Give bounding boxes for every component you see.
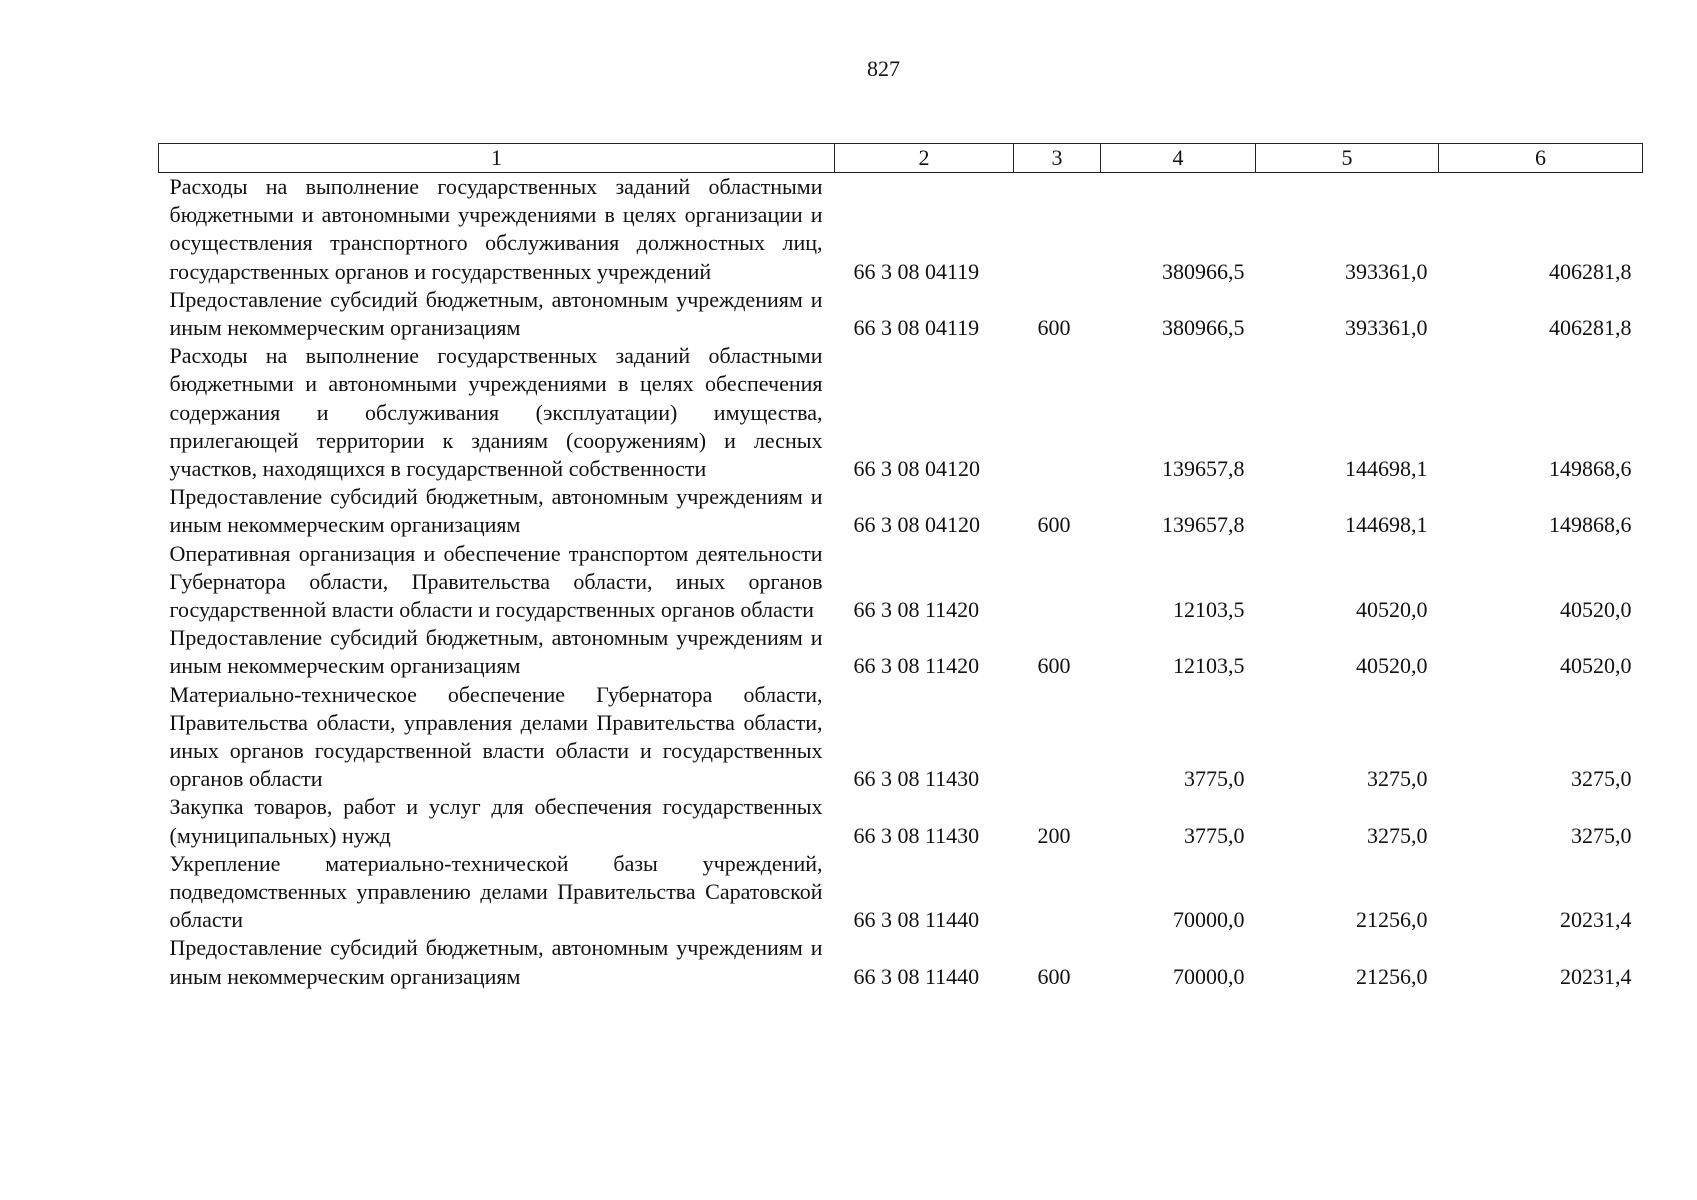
table-row xyxy=(159,793,1643,849)
budget-table xyxy=(158,143,1643,991)
column-header-1: 1 xyxy=(159,144,835,173)
target-code: 66 3 08 11430 xyxy=(853,766,980,792)
amount-col-6: 40520,0 xyxy=(1560,653,1632,679)
table-body xyxy=(159,173,1643,991)
target-code: 66 3 08 11420 xyxy=(853,653,980,679)
amount-col-6: 3275,0 xyxy=(1571,766,1632,792)
table-row xyxy=(159,540,1643,625)
table-row xyxy=(159,681,1643,794)
page-number: 827 xyxy=(867,56,900,81)
expense-type: 600 xyxy=(1037,315,1071,341)
expense-name: Материально-техническое обеспечение Губернатора области, Правительства области, управления делами Правительства области, иных органов государственной власти области и государственных органов области xyxy=(169,681,823,792)
table-row xyxy=(159,173,1643,286)
expense-type: 600 xyxy=(1037,653,1071,679)
target-code: 66 3 08 04120 xyxy=(853,456,980,482)
expense-name: Расходы на выполнение государственных заданий областными бюджетными и автономными учреждениями в целях организации и осуществления транспортного обслуживания должностных лиц, государственных органов и государственных учреждений xyxy=(169,174,823,284)
table-row xyxy=(159,342,1643,483)
expense-name: Оперативная организация и обеспечение транспортом деятельности Губернатора области, Правительства области, иных органов государственной власти области и государственных органов области xyxy=(169,540,823,623)
amount-col-5: 21256,0 xyxy=(1356,907,1428,933)
amount-col-4: 139657,8 xyxy=(1162,512,1245,538)
amount-col-4: 70000,0 xyxy=(1173,907,1245,933)
amount-col-6: 406281,8 xyxy=(1549,315,1632,341)
amount-col-4: 12103,5 xyxy=(1173,597,1245,623)
amount-col-6: 40520,0 xyxy=(1560,597,1632,623)
amount-col-4: 12103,5 xyxy=(1173,653,1245,679)
amount-col-5: 393361,0 xyxy=(1345,258,1428,284)
table-row xyxy=(159,624,1643,680)
amount-col-6: 3275,0 xyxy=(1571,822,1632,848)
expense-type xyxy=(1014,540,1101,625)
amount-col-4: 3775,0 xyxy=(1184,822,1245,848)
expense-type xyxy=(1014,342,1101,483)
amount-col-4: 380966,5 xyxy=(1162,258,1245,284)
target-code: 66 3 08 04120 xyxy=(853,512,980,538)
table-row xyxy=(159,286,1643,342)
expense-name: Предоставление субсидий бюджетным, автономным учреждениям и иным некоммерческим организациям xyxy=(169,484,823,538)
amount-col-4: 380966,5 xyxy=(1162,315,1245,341)
expense-type: 600 xyxy=(1037,512,1071,538)
expense-name: Расходы на выполнение государственных заданий областными бюджетными и автономными учреждениями в целях обеспечения содержания и обслуживания (эксплуатации) имущества, прилегающей территории к зданиям (сооружениям) и лесных участков, находящихся в государственной собственности xyxy=(169,343,823,482)
target-code: 66 3 08 04119 xyxy=(853,315,980,341)
amount-col-5: 40520,0 xyxy=(1356,597,1428,623)
expense-name: Закупка товаров, работ и услуг для обеспечения государственных (муниципальных) нужд xyxy=(169,794,823,848)
target-code: 66 3 08 11440 xyxy=(853,963,980,989)
expense-type xyxy=(1014,173,1101,286)
amount-col-6: 149868,6 xyxy=(1549,512,1632,538)
amount-col-4: 139657,8 xyxy=(1162,456,1245,482)
amount-col-5: 21256,0 xyxy=(1356,963,1428,989)
amount-col-4: 70000,0 xyxy=(1173,963,1245,989)
expense-type xyxy=(1014,850,1101,935)
amount-col-5: 144698,1 xyxy=(1345,456,1428,482)
amount-col-6: 20231,4 xyxy=(1560,963,1632,989)
expense-name: Предоставление субсидий бюджетным, автономным учреждениям и иным некоммерческим организациям xyxy=(169,625,823,679)
target-code: 66 3 08 11430 xyxy=(853,822,980,848)
amount-col-5: 3275,0 xyxy=(1367,766,1428,792)
column-header-4: 4 xyxy=(1101,144,1256,173)
column-header-3: 3 xyxy=(1014,144,1101,173)
table-row xyxy=(159,483,1643,539)
expense-type xyxy=(1014,681,1101,794)
amount-col-4: 3775,0 xyxy=(1184,766,1245,792)
expense-type: 200 xyxy=(1037,822,1071,848)
amount-col-5: 144698,1 xyxy=(1345,512,1428,538)
target-code: 66 3 08 04119 xyxy=(853,258,980,284)
amount-col-5: 40520,0 xyxy=(1356,653,1428,679)
column-header-2: 2 xyxy=(835,144,1014,173)
expense-type: 600 xyxy=(1037,963,1071,989)
column-header-6: 6 xyxy=(1439,144,1643,173)
amount-col-5: 3275,0 xyxy=(1367,822,1428,848)
table-header xyxy=(159,144,1643,173)
amount-col-6: 149868,6 xyxy=(1549,456,1632,482)
amount-col-6: 20231,4 xyxy=(1560,907,1632,933)
expense-name: Укрепление материально-технической базы учреждений, подведомственных управлению делами Правительства Саратовской области xyxy=(169,850,823,933)
expense-name: Предоставление субсидий бюджетным, автономным учреждениям и иным некоммерческим организациям xyxy=(169,286,823,341)
table-row xyxy=(159,850,1643,935)
target-code: 66 3 08 11440 xyxy=(853,907,980,933)
header-row xyxy=(159,144,1643,173)
amount-col-5: 393361,0 xyxy=(1345,315,1428,341)
amount-col-6: 406281,8 xyxy=(1549,258,1632,284)
target-code: 66 3 08 11420 xyxy=(853,597,980,623)
table-row xyxy=(159,934,1643,990)
column-header-5: 5 xyxy=(1256,144,1439,173)
expense-name: Предоставление субсидий бюджетным, автономным учреждениям и иным некоммерческим организациям xyxy=(169,935,823,989)
